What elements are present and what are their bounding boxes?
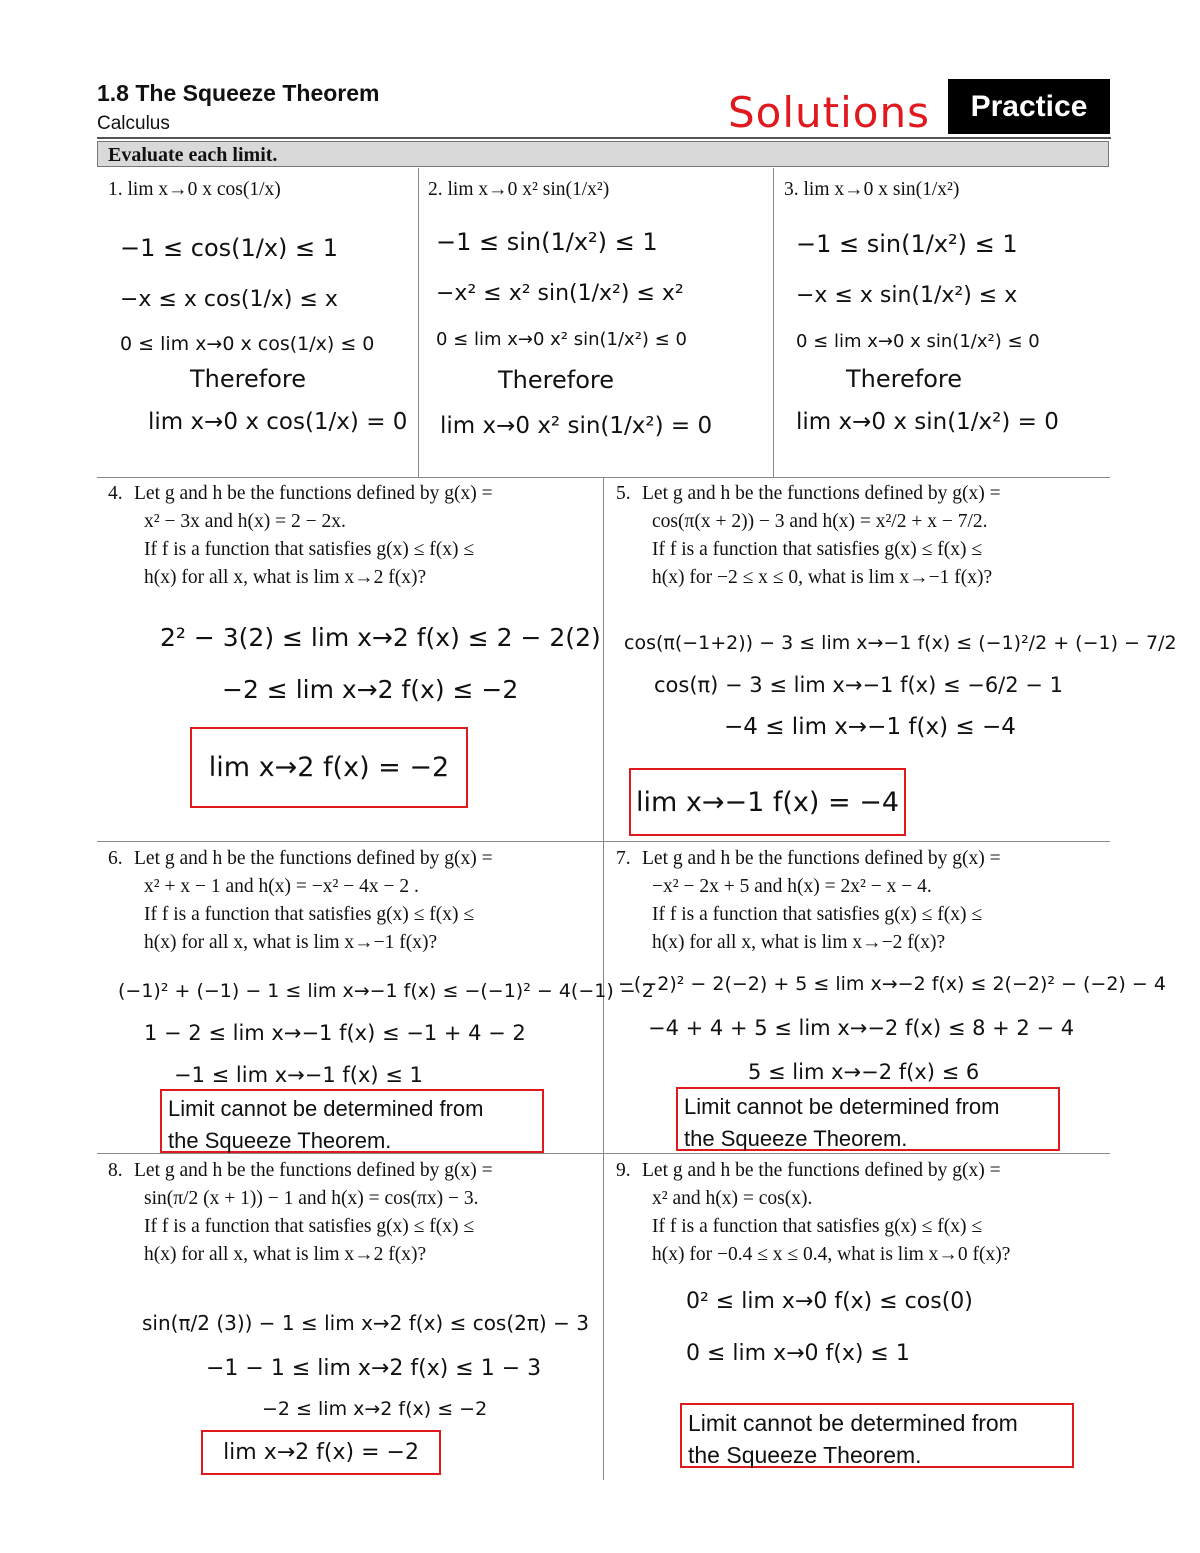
practice-badge: Practice <box>948 79 1110 134</box>
work-line: 1 − 2 ≤ lim x→−1 f(x) ≤ −1 + 4 − 2 <box>144 1021 526 1045</box>
course-subtitle: Calculus <box>97 113 170 134</box>
answer-text: lim x→2 f(x) = −2 <box>208 752 450 783</box>
problem-number: 3. <box>784 179 799 200</box>
solutions-label: Solutions <box>728 88 930 137</box>
work-line: Therefore <box>846 365 962 393</box>
work-line: −2 ≤ lim x→2 f(x) ≤ −2 <box>222 675 519 704</box>
work-line: −1 ≤ lim x→−1 f(x) ≤ 1 <box>174 1063 423 1087</box>
work-line: −x ≤ x sin(1/x²) ≤ x <box>796 283 1018 308</box>
problem-number: 2. <box>428 179 443 200</box>
work-line: Therefore <box>498 366 614 394</box>
work-line: Therefore <box>190 365 306 393</box>
work-line: 0 ≤ lim x→0 f(x) ≤ 1 <box>686 1341 910 1366</box>
problem-9-prompt: 9. Let g and h be the functions defined by g(x) = x² and h(x) = cos(x). If f is a function that satisfies g(x) ≤ f(x) ≤ h(x) for −0.4 ≤ x ≤ 0.4, what is lim x→0 f(x)? <box>616 1157 1106 1269</box>
answer-box <box>629 768 906 836</box>
answer-text: Limit cannot be determined from the Squeeze Theorem. <box>684 1094 1000 1151</box>
work-line: −x² ≤ x² sin(1/x²) ≤ x² <box>436 281 684 306</box>
work-line: 0² ≤ lim x→0 f(x) ≤ cos(0) <box>686 1289 973 1314</box>
problem-number: 7. <box>616 848 631 869</box>
problem-4-prompt: 4. Let g and h be the functions defined by g(x) = x² − 3x and h(x) = 2 − 2x. If f is a function that satisfies g(x) ≤ f(x) ≤ h(x) for all x, what is lim x→2 f(x)? <box>108 480 598 592</box>
problem-6-prompt: 6. Let g and h be the functions defined by g(x) = x² + x − 1 and h(x) = −x² − 4x − 2 . If f is a function that satisfies g(x) ≤ f(x) ≤ h(x) for all x, what is lim x→−1 f(x)? <box>108 845 598 957</box>
problem-8-prompt: 8. Let g and h be the functions defined by g(x) = sin(π/2 (x + 1)) − 1 and h(x) = cos(πx) − 3. If f is a function that satisfies g(x) ≤ f(x) ≤ h(x) for all x, what is lim x→2 f(x)? <box>108 1157 598 1269</box>
work-line: −4 + 4 + 5 ≤ lim x→−2 f(x) ≤ 8 + 2 − 4 <box>648 1016 1075 1040</box>
page-title: 1.8 The Squeeze Theorem <box>97 80 380 106</box>
work-line: −2 ≤ lim x→2 f(x) ≤ −2 <box>262 1398 488 1420</box>
problem-expression: lim x→0 x cos(1/x) <box>127 179 281 200</box>
answer-box <box>201 1430 441 1475</box>
work-line: cos(π(−1+2)) − 3 ≤ lim x→−1 f(x) ≤ (−1)²/2 + (−1) − 7/2 <box>624 632 1177 654</box>
instruction-bar: Evaluate each limit. <box>97 141 1109 167</box>
problem-7-prompt: 7. Let g and h be the functions defined by g(x) = −x² − 2x + 5 and h(x) = 2x² − x − 4. If f is a function that satisfies g(x) ≤ f(x) ≤ h(x) for all x, what is lim x→−2 f(x)? <box>616 845 1106 957</box>
problem-number: 6. <box>108 848 123 869</box>
work-line: sin(π/2 (3)) − 1 ≤ lim x→2 f(x) ≤ cos(2π) − 3 <box>142 1311 589 1335</box>
answer-box <box>680 1403 1074 1468</box>
work-line: lim x→0 x² sin(1/x²) = 0 <box>440 413 713 439</box>
work-line: cos(π) − 3 ≤ lim x→−1 f(x) ≤ −6/2 − 1 <box>654 673 1063 697</box>
problem-8-work <box>142 1300 589 1426</box>
work-line: (−1)² + (−1) − 1 ≤ lim x→−1 f(x) ≤ −(−1)² − 4(−1) − 2 <box>118 980 654 1002</box>
grid-line <box>773 168 774 477</box>
work-line: 0 ≤ lim x→0 x cos(1/x) ≤ 0 <box>120 333 375 355</box>
problem-5-prompt: 5. Let g and h be the functions defined by g(x) = cos(π(x + 2)) − 3 and h(x) = x²/2 + x − 7/2. If f is a function that satisfies g(x) ≤ f(x) ≤ h(x) for −2 ≤ x ≤ 0, what is lim x→−1 f(x)? <box>616 480 1106 592</box>
work-line: −1 ≤ sin(1/x²) ≤ 1 <box>436 228 658 256</box>
answer-text: lim x→2 f(x) = −2 <box>223 1440 419 1465</box>
problem-1-work <box>120 222 410 448</box>
problem-9-work <box>686 1276 973 1380</box>
grid-line <box>418 168 419 477</box>
work-line: 0 ≤ lim x→0 x sin(1/x²) ≤ 0 <box>796 331 1040 352</box>
problem-1-prompt <box>108 176 281 204</box>
problem-6-work <box>118 970 654 1096</box>
work-line: −1 ≤ sin(1/x²) ≤ 1 <box>796 230 1018 258</box>
problem-number: 5. <box>616 483 631 504</box>
problem-expression: lim x→0 x² sin(1/x²) <box>447 179 610 200</box>
problem-3-work <box>796 218 1106 448</box>
problem-number: 1. <box>108 179 123 200</box>
problem-4-work <box>160 612 601 716</box>
answer-text: Limit cannot be determined from the Squeeze Theorem. <box>688 1410 1018 1468</box>
problem-number: 9. <box>616 1160 631 1181</box>
work-line: lim x→0 x cos(1/x) = 0 <box>148 409 408 435</box>
answer-box <box>190 727 468 808</box>
work-line: −4 ≤ lim x→−1 f(x) ≤ −4 <box>724 714 1016 740</box>
work-line: 2² − 3(2) ≤ lim x→2 f(x) ≤ 2 − 2(2) <box>160 623 601 652</box>
work-line: −x ≤ x cos(1/x) ≤ x <box>120 287 338 312</box>
work-line: −1 ≤ cos(1/x) ≤ 1 <box>120 234 339 262</box>
problem-number: 8. <box>108 1160 123 1181</box>
answer-box <box>676 1087 1060 1151</box>
answer-box <box>160 1089 544 1153</box>
answer-text: lim x→−1 f(x) = −4 <box>635 786 899 818</box>
answer-text: Limit cannot be determined from the Squeeze Theorem. <box>168 1096 484 1153</box>
problem-2-work <box>436 216 766 452</box>
work-line: −(−2)² − 2(−2) + 5 ≤ lim x→−2 f(x) ≤ 2(−2)² − (−2) − 4 <box>618 973 1166 995</box>
work-line: 0 ≤ lim x→0 x² sin(1/x²) ≤ 0 <box>436 329 687 350</box>
work-line: lim x→0 x sin(1/x²) = 0 <box>796 409 1059 435</box>
problem-expression: lim x→0 x sin(1/x²) <box>803 179 960 200</box>
problem-number: 4. <box>108 483 123 504</box>
problem-7-work <box>618 962 1166 1094</box>
work-line: −1 − 1 ≤ lim x→2 f(x) ≤ 1 − 3 <box>206 1356 542 1381</box>
problem-2-prompt <box>428 176 609 204</box>
problem-3-prompt <box>784 176 959 204</box>
header-rule <box>97 137 1111 139</box>
problem-5-work <box>624 622 1177 748</box>
work-line: 5 ≤ lim x→−2 f(x) ≤ 6 <box>748 1060 980 1084</box>
